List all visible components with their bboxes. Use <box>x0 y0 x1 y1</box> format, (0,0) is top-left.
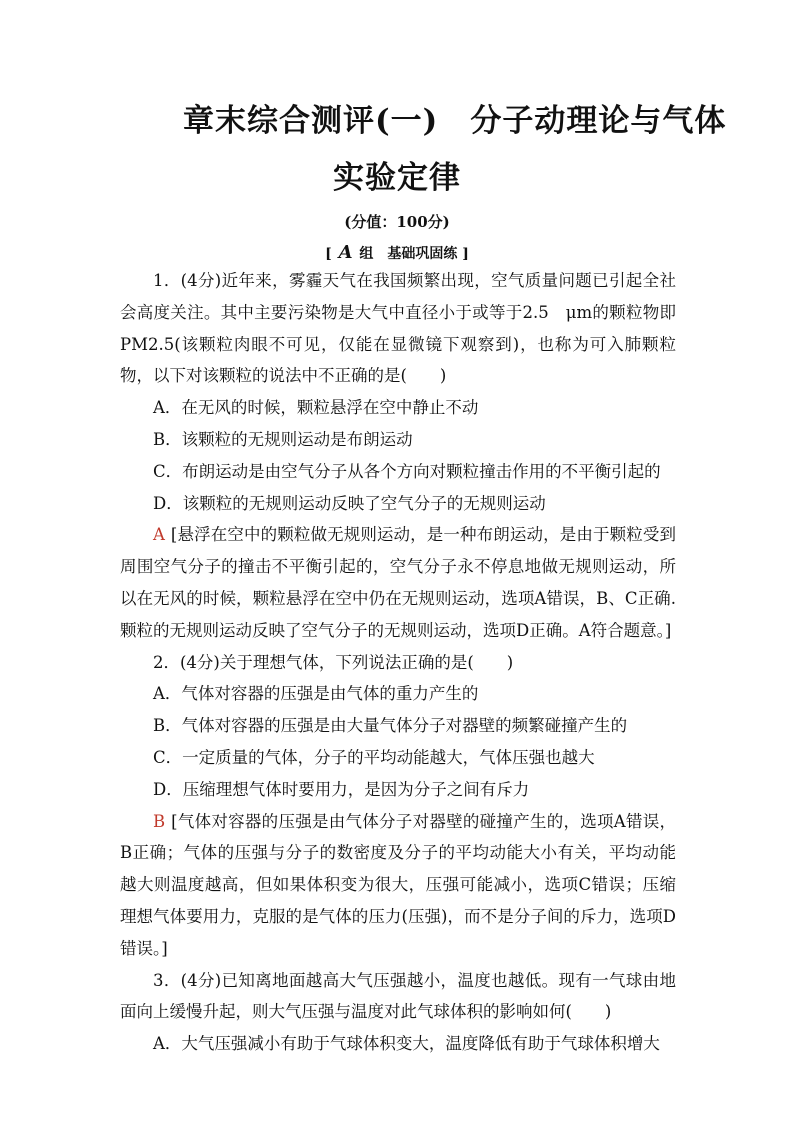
page-title-line2: 实验定律 <box>333 160 461 196</box>
bracket-open: [ <box>325 246 332 262</box>
question-1-answer: A <box>153 525 165 545</box>
section-heading-label: 组 基础巩固练 <box>359 246 458 262</box>
question-3-option-a: A．大气压强减小有助于气球体积变大，温度降低有助于气球体积增大 <box>153 1034 660 1054</box>
question-1-explanation: [悬浮在空中的颗粒做无规则运动，是一种布朗运动，是由于颗粒受到周围空气分子的撞击不平衡引起的，空气分子永不停息地做无规则运动，所以在无风的时候，颗粒悬浮在空中仍在无规则运动，选项A错误，B、C正确.颗粒的无规则运动反映了空气分子的无规则运动，选项D正确。A符合题意。] <box>120 525 676 640</box>
question-2-option-c: C．一定质量的气体，分子的平均动能越大，气体压强也越大 <box>153 747 595 767</box>
bracket-close: ] <box>462 246 469 262</box>
question-1-option-b: B．该颗粒的无规则运动是布朗运动 <box>153 429 413 449</box>
page-title-line1: 章末综合测评(一) 分子动理论与气体 <box>183 103 727 139</box>
question-2-option-b: B．气体对容器的压强是由大量气体分子对器壁的频繁碰撞产生的 <box>153 716 628 736</box>
question-1-option-c: C．布朗运动是由空气分子从各个方向对颗粒撞击作用的不平衡引起的 <box>153 461 661 481</box>
section-heading <box>0 242 794 263</box>
question-body <box>120 265 676 1060</box>
question-1-stem: 1．(4分)近年来，雾霾天气在我国频繁出现，空气质量问题已引起全社会高度关注。其中主要污染物是大气中直径小于或等于2.5 μm的颗粒物即PM2.5(该颗粒肉眼不可见，仅能在显微镜下观察到)，也称为可入肺颗粒物，以下对该颗粒的说法中不正确的是( ) <box>120 271 676 386</box>
score-note: (分值：100分) <box>344 213 450 231</box>
question-1-option-a: A．在无风的时候，颗粒悬浮在空中静止不动 <box>153 398 479 418</box>
question-2-solution <box>120 806 676 965</box>
question-2-explanation: [气体对容器的压强是由气体分子对器壁的碰撞产生的，选项A错误，B正确；气体的压强与分子的数密度及分子的平均动能大小有关，平均动能越大则温度越高，但如果体积变为很大，压强可能减小，选项C错误；压缩理想气体要用力，克服的是气体的压力(压强)，而不是分子间的斥力，选项D错误。] <box>120 811 676 958</box>
question-3-stem: 3．(4分)已知离地面越高大气压强越小，温度也越低。现有一气球由地面向上缓慢升起，则大气压强与温度对此气球体积的影响如何( ) <box>120 970 676 1022</box>
question-1-option-d: D．该颗粒的无规则运动反映了空气分子的无规则运动 <box>153 493 546 513</box>
question-2-stem: 2．(4分)关于理想气体，下列说法正确的是( ) <box>153 652 514 672</box>
question-1-solution <box>120 519 676 646</box>
question-2-option-a: A．气体对容器的压强是由气体的重力产生的 <box>153 684 479 704</box>
group-a-badge: A <box>338 242 353 263</box>
question-2-option-d: D．压缩理想气体时要用力，是因为分子之间有斥力 <box>153 779 530 799</box>
question-2-answer: B <box>153 811 166 831</box>
